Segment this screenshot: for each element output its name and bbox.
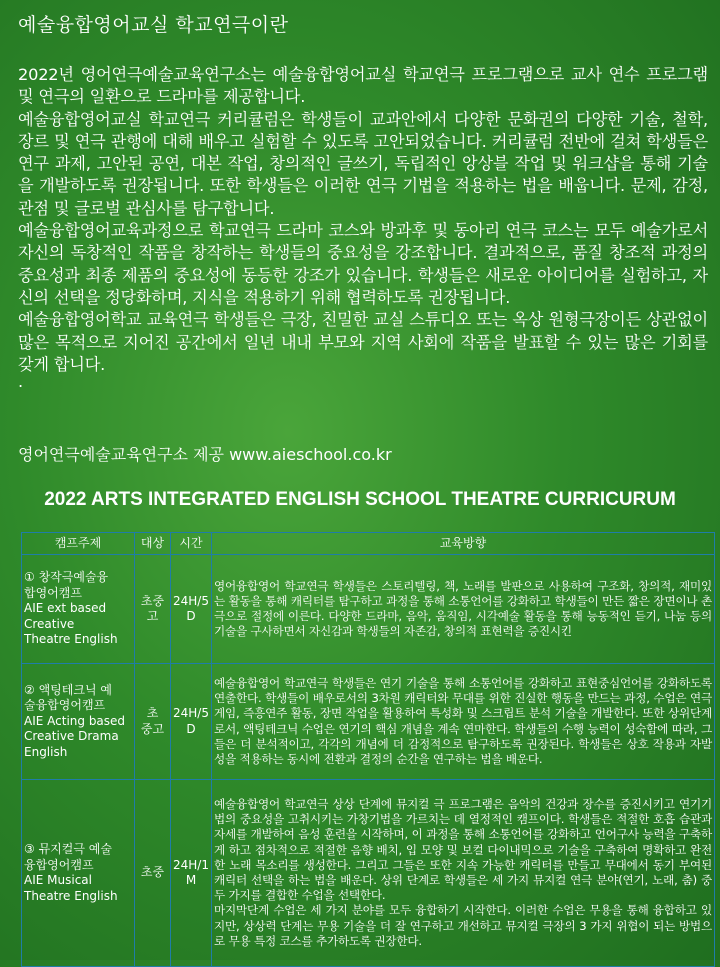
table-header-row (22, 533, 715, 555)
time-cell (171, 555, 212, 664)
camp-name-line: ③ 뮤지컬극 예술 (24, 842, 112, 856)
time-line: D (186, 721, 196, 736)
camp-name-line: ② 액팅테크닉 예 (24, 682, 112, 697)
camp-name-line: Creative Drama (24, 729, 119, 744)
target-cell (135, 664, 171, 780)
source-credit: 영어연극예술교육연구소 제공 www.aieschool.co.kr (18, 445, 392, 464)
header-time: 시간 (171, 533, 212, 555)
description-text: 예술융합영어 학교연극 학생들은 연기 기술을 통해 소통언어를 강화하고 표현중심언어를 강화하도록 연출한다. 학생들이 배우로서의 3차원 캐릭터와 무대를 위한 진실한 행동을 만드는 과정, 수업은 연극 게임, 즉흥연주 활동, 장면 작업을 활용하여 특성화 및 스크립트 분석 기술을 개발한다. 또한 상위단계로서, 액팅테크닉 수업은 연기의 핵심 개념을 계속 연마한다. 학생들의 수행 능력이 성숙함에 따라, 그들은 더 분석적이고, 각각의 개념에 더 감정적으로 탐구하도록 권장된다. 학생들은 상호 작용과 자발성을 적용하는 동시에 전환과 결정의 순간을 연구하는 법을 배운다. (214, 675, 712, 766)
target-cell (135, 780, 171, 967)
intro-dot: . (18, 372, 23, 392)
camp-name-cell (22, 780, 135, 967)
time-line: 24H/5 (173, 706, 209, 720)
camp-name-line: Creative (24, 616, 75, 631)
time-line: 24H/5 (173, 593, 209, 608)
time-line: D (186, 609, 196, 623)
table-row (22, 780, 715, 967)
description-text: 영어융합영어 학교연극 학생들은 스토리텔링, 책, 노래를 발판으로 사용하여 구조화, 창의적, 재미있는 활동을 통해 캐릭터를 탐구하고 과정을 통해 소통언어를 강화하고 학생들이 만든 짧은 장면이나 촌극으로 절정에 이른다. 다양한 드라마, 음악, 움직임, 시각예술 활동을 통해 능동적인 듣기, 나눔 등의 기술을 구사하면서 자신감과 학생들의 자존감, 창의적 표현력을 증진시킨 (214, 578, 712, 639)
intro-paragraph: 2022년 영어연극예술교육연구소는 예술융합영어교실 학교연극 프로그램으로 교사 연수 프로그램 및 연극의 일환으로 드라마를 제공합니다. (18, 65, 708, 107)
page-title: 예술융합영어교실 학교연극이란 (18, 14, 289, 36)
camp-name-line: AIE ext based (24, 601, 107, 616)
description-cell (212, 780, 715, 967)
camp-name-line: 합영어캠프 (24, 585, 82, 600)
time-line: M (185, 873, 197, 887)
intro-paragraph: 예술융합영어교실 학교연극 커리큘럼은 학생들이 교과안에서 다양한 문화권의 다양한 기술, 철학, 장르 및 연극 관행에 대해 배우고 실험할 수 있도록 고안되었습니다. 커리큘럼 전반에 걸쳐 학생들은 연구 과제, 고안된 공연, 대본 작업, 창의적인 글쓰기, 독립적인 앙상블 작업 및 워크샵을 통해 기술을 개발하도록 권장됩니다. 또한 학생들은 이러한 연극 기법을 적용하는 법을 배웁니다. 문제, 감정, 관점 및 글로벌 관심사를 탐구합니다. (18, 109, 708, 218)
time-line: 24H/1 (173, 857, 209, 872)
header-target: 대상 (135, 533, 171, 555)
description-text: 마지막단계 수업은 세 가지 분야를 모두 융합하기 시작한다. 이러한 수업은 무용을 통해 융합하고 있지만, 상상력 단계는 무용 기술을 더 잘 연구하고 개선하고 뮤지컬 극장의 3 가지 위협이 되는 방법으로 무용 특정 코스를 추가하도록 권장한다. (214, 903, 712, 948)
time-cell (171, 780, 212, 967)
intro-text (18, 64, 708, 392)
camp-name-line: 융합영어캠프 (24, 857, 94, 872)
header-direction: 교육방향 (212, 533, 715, 555)
description-cell (212, 555, 715, 664)
curriculum-table (21, 532, 715, 967)
camp-name-cell (22, 555, 135, 664)
camp-name-line: English (24, 744, 68, 759)
target-line: 중고 (140, 721, 165, 736)
camp-name-line: 술융합영어캠프 (24, 698, 106, 713)
camp-name-line: AIE Acting based (24, 713, 126, 728)
camp-name-line: Theatre English (24, 632, 118, 647)
camp-name-line: Theatre English (24, 888, 118, 903)
description-text: 예술융합영어 학교연극 상상 단계에 뮤지컬 극 프로그램은 음악의 건강과 장수를 증진시키고 연기기법의 중요성을 고취시키는 가창기법을 가르치는 데 열정적인 캠프이다. 학생들은 적절한 호흡 습관과 자세를 개발하여 음성 훈련을 시작하며, 이 과정을 통해 소통언어를 강화하고 언어구사 능력을 구축하게 하고 점차적으로 적절한 음향 배치, 입 모양 및 보컬 다이내믹으로 기술을 구축하여 명확하고 완전한 노래 목소리를 생성한다. 그리고 그들은 또한 지속 가능한 캐릭터를 만들고 무대에서 동기 부여된 캐릭터 선택을 하는 법을 배운다. 상위 단계로 학생들은 세 가지 뮤지컬 연극 분야(연기, 노래, 춤) 중 두 가지를 결합한 수업을 선택한다. (214, 796, 712, 903)
target-cell (135, 555, 171, 664)
target-line: 초중 (140, 593, 165, 608)
camp-name-line: ① 창작극예술융 (24, 570, 109, 585)
description-cell (212, 664, 715, 780)
intro-paragraph: 예술융합영어학교 교육연극 학생들은 극장, 친밀한 교실 스튜디오 또는 옥상 원형극장이든 상관없이 많은 목적으로 지어진 공간에서 일년 내내 부모와 지역 사회에 작품을 발표할 수 있는 많은 기회를 갖게 합니다. (18, 310, 708, 374)
target-line: 초 (146, 706, 159, 720)
curriculum-title: 2022 ARTS INTEGRATED ENGLISH SCHOOL THEATRE CURRICURUM (44, 489, 676, 510)
camp-name-line: AIE Musical (24, 873, 92, 887)
table-row (22, 555, 715, 664)
header-camp-topic: 캠프주제 (22, 533, 135, 555)
target-line: 초중 (140, 865, 165, 880)
table-row (22, 664, 715, 780)
target-line: 고 (146, 609, 159, 623)
intro-paragraph: 예술융합영어교육과정으로 학교연극 드라마 코스와 방과후 및 동아리 연극 코스는 모두 예술가로서 자신의 독창적인 작품을 창작하는 학생들의 중요성을 강조합니다. 결과적으로, 품질 창조적 과정의 중요성과 최종 제품의 중요성에 동등한 강조가 있습니다. 학생들은 새로운 아이디어를 실험하고, 자신의 선택을 정당화하며, 지식을 적용하기 위해 협력하도록 권장됩니다. (18, 221, 708, 307)
camp-name-cell (22, 664, 135, 780)
time-cell (171, 664, 212, 780)
